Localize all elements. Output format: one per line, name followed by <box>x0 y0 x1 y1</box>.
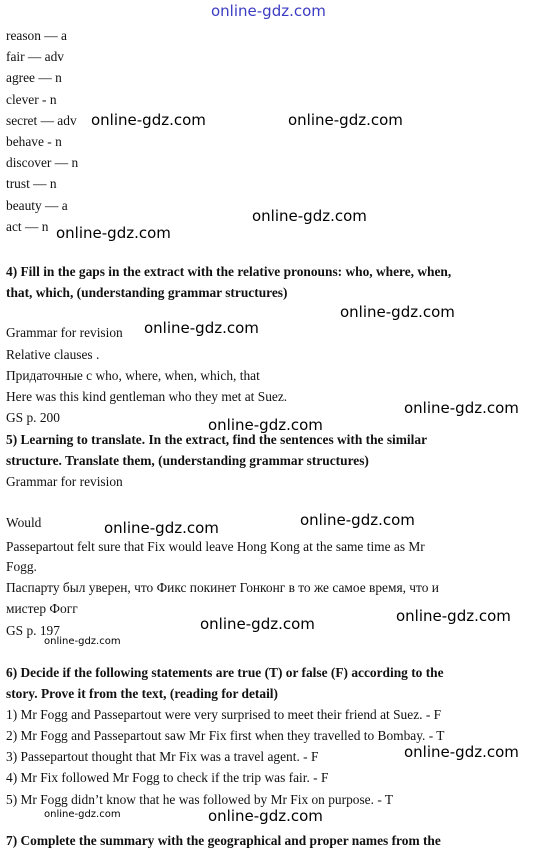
word-item: secret — adv <box>6 113 77 128</box>
translation-sentence: Паспарту был уверен, что Фикс покинет Гонконг в то же самое время, что и <box>6 580 439 595</box>
grammar-line: Grammar for revision <box>6 325 123 340</box>
grammar-line: Relative clauses . <box>6 347 100 362</box>
word-item: fair — adv <box>6 49 65 64</box>
task-7-heading: 7) Complete the summary with the geographical and proper names from the <box>6 833 441 848</box>
word-item: behave - n <box>6 134 62 149</box>
word-item: trust — n <box>6 176 57 191</box>
watermark: online-gdz.com <box>56 224 171 242</box>
statement-item: 3) Passepartout thought that Mr Fix was a travel agent. - F <box>6 749 319 764</box>
word-item: discover — n <box>6 155 79 170</box>
word-item: beauty — a <box>6 198 68 213</box>
statement-item: 2) Mr Fogg and Passepartout saw Mr Fix first when they travelled to Bombay. - T <box>6 728 445 743</box>
translation-sentence: мистер Фогг <box>6 601 78 616</box>
watermark: online-gdz.com <box>288 111 403 129</box>
task-5-heading: 5) Learning to translate. In the extract, find the sentences with the similar <box>6 432 428 447</box>
watermark: online-gdz.com <box>404 743 519 761</box>
watermark: online-gdz.com <box>208 416 323 434</box>
watermark: online-gdz.com <box>252 207 367 225</box>
watermark: online-gdz.com <box>44 809 121 820</box>
watermark: online-gdz.com <box>144 319 259 337</box>
statement-item: 4) Mr Fix followed Mr Fogg to check if the trip was fair. - F <box>6 770 329 785</box>
page-reference: GS p. 197 <box>6 623 60 638</box>
word-item: reason — a <box>6 28 67 43</box>
watermark: online-gdz.com <box>104 519 219 537</box>
grammar-line: Придаточные с who, where, when, which, that <box>6 368 260 383</box>
watermark: online-gdz.com <box>340 303 455 321</box>
page-reference: GS p. 200 <box>6 410 60 425</box>
watermark: online-gdz.com <box>200 615 315 633</box>
example-sentence: Here was this kind gentleman who they met at Suez. <box>6 389 288 404</box>
task-4-heading: 4) Fill in the gaps in the extract with the relative pronouns: who, where, when, <box>6 264 452 279</box>
task-6-heading: 6) Decide if the following statements are true (T) or false (F) according to the <box>6 665 444 680</box>
watermark: online-gdz.com <box>396 607 511 625</box>
example-sentence: Passepartout felt sure that Fix would leave Hong Kong at the same time as Mr <box>6 539 425 554</box>
watermark-top[interactable]: online-gdz.com <box>211 2 326 20</box>
task-5-heading: structure. Translate them, (understanding grammar structures) <box>6 453 369 468</box>
word-item: agree — n <box>6 70 62 85</box>
task-4-heading: that, which, (understanding grammar structures) <box>6 285 288 300</box>
grammar-line: Grammar for revision <box>6 474 123 489</box>
watermark: online-gdz.com <box>208 807 323 825</box>
statement-item: 5) Mr Fogg didn’t know that he was followed by Mr Fix on purpose. - T <box>6 792 394 807</box>
watermark: online-gdz.com <box>44 636 121 647</box>
statement-item: 1) Mr Fogg and Passepartout were very surprised to meet their friend at Suez. - F <box>6 707 442 722</box>
word-item: clever - n <box>6 92 57 107</box>
watermark: online-gdz.com <box>404 399 519 417</box>
example-sentence: Fogg. <box>6 559 37 574</box>
watermark: online-gdz.com <box>300 511 415 529</box>
word-item: act — n <box>6 219 49 234</box>
watermark: online-gdz.com <box>91 111 206 129</box>
grammar-line: Would <box>6 515 42 530</box>
task-6-heading: story. Prove it from the text, (reading for detail) <box>6 686 278 701</box>
